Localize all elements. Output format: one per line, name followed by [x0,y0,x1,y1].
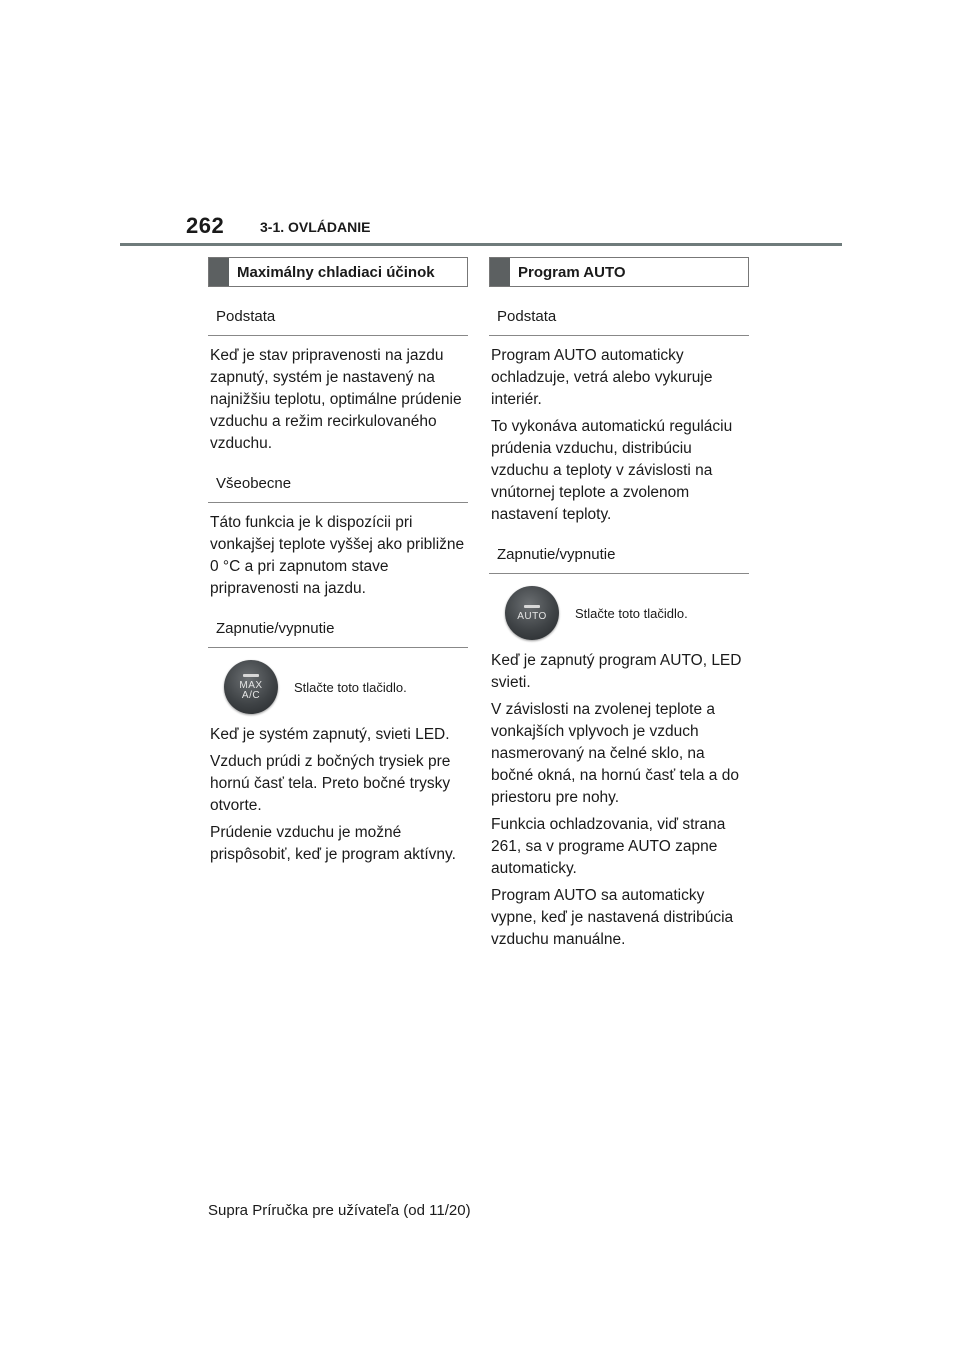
subhead-zapnutie-left: Zapnutie/vypnutie [208,620,468,648]
max-ac-button-row [224,660,468,714]
footer-text: Supra Príručka pre užívateľa (od 11/20) [208,1202,471,1219]
paragraph: Program AUTO automaticky ochladzuje, vetrá alebo vykuruje interiér. [491,347,713,408]
subhead-zapnutie-right: Zapnutie/vypnutie [489,546,749,574]
subhead-podstata-left: Podstata [208,308,468,336]
section-title: 3-1. OVLÁDANIE [260,219,371,235]
left-column [208,257,468,871]
paragraph: V závislosti na zvolenej teplote a vonkajších vplyvoch je vzduch nasmerovaný na čelné sklo, na bočné okná, na hornú časť tela a do priestoru pre nohy. [491,701,739,806]
paragraph: Vzduch prúdi z bočných trysiek pre hornú časť tela. Preto bočné trysky otvorte. [210,753,451,814]
paragraph: Funkcia ochladzovania, viď strana 261, sa v programe AUTO zapne automaticky. [491,816,726,877]
max-ac-label-line2: A/C [241,689,261,701]
page-number: 262 [186,213,225,238]
paragraph: Program AUTO sa automaticky vypne, keď je nastavená distribúcia vzduchu manuálne. [491,887,734,948]
auto-program-heading-text: Program AUTO [518,263,626,281]
header-divider [120,243,842,246]
led-indicator-icon [243,674,259,677]
led-indicator-icon [524,605,540,608]
paragraph: Táto funkcia je k dispozícii pri vonkajšej teplote vyššej ako približne 0 °C a pri zapnutom stave pripravenosti na jazdu. [210,514,465,597]
paragraph: Keď je zapnutý program AUTO, LED svieti. [491,652,742,691]
heading-marker [490,258,510,286]
paragraph: Keď je stav pripravenosti na jazdu zapnutý, systém je nastavený na najnižšiu teplotu, optimálne prúdenie vzduchu a režim recirkulovaného vzduchu. [210,347,462,452]
button-caption: Stlačte toto tlačidlo. [294,679,407,695]
paragraph: Keď je systém zapnutý, svieti LED. [210,726,450,743]
right-column [489,257,749,956]
max-ac-button-icon [224,660,278,714]
heading-marker [209,258,229,286]
auto-program-heading [489,257,749,287]
max-cooling-heading [208,257,468,287]
subhead-podstata-right: Podstata [489,308,749,336]
auto-button-row [505,586,749,640]
auto-label: AUTO [517,610,547,622]
max-cooling-heading-text: Maximálny chladiaci účinok [237,263,435,281]
paragraph: To vykonáva automatickú reguláciu prúdenia vzduchu, distribúciu vzduchu a teploty v závislosti na vnútornej teplote a zvolenom nastavení teploty. [491,418,733,523]
button-caption: Stlačte toto tlačidlo. [575,605,688,621]
paragraph: Prúdenie vzduchu je možné prispôsobiť, keď je program aktívny. [210,824,456,863]
auto-button-icon [505,586,559,640]
max-ac-label-line1: MAX [239,679,263,691]
subhead-vseobecne: Všeobecne [208,475,468,503]
